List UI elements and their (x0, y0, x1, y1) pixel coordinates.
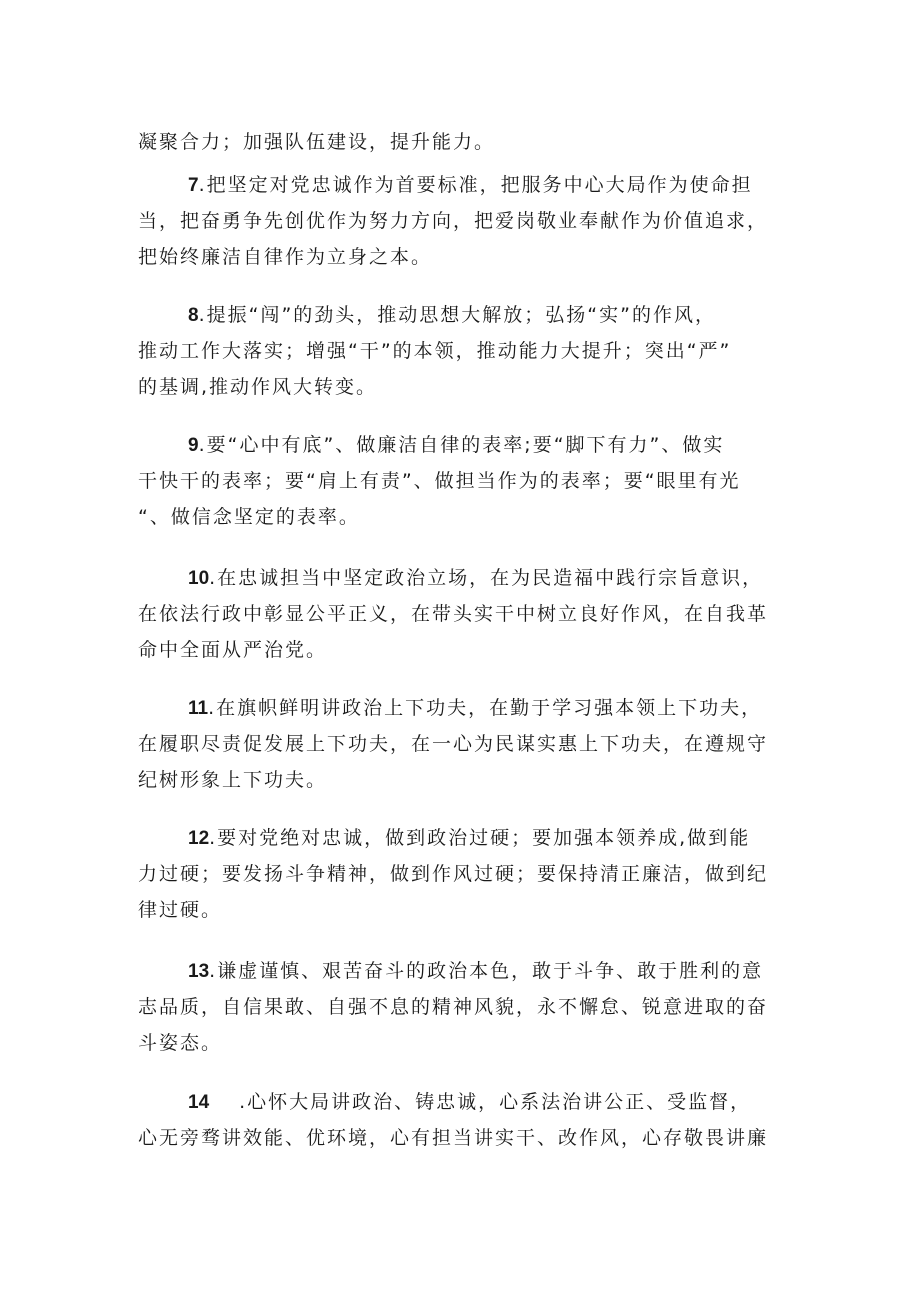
paragraph-continued (138, 124, 798, 160)
paragraph-line: 力过硬；要发扬斗争精神，做到作风过硬；要保持清正廉洁，做到纪 (138, 863, 769, 885)
item-number: 13 (188, 961, 210, 982)
paragraph-line: 的基调,推动作风大转变。 (138, 376, 378, 398)
item-number: 12 (188, 828, 210, 849)
paragraph-14 (138, 1084, 798, 1156)
item-number: 7 (188, 175, 199, 196)
paragraph-8 (138, 297, 798, 405)
paragraph-line: .要对党绝对忠诚，做到政治过硬；要加强本领养成,做到能 (209, 827, 751, 849)
paragraph-line: “、做信念坚定的表率。 (138, 506, 360, 528)
paragraph-line: .在旗帜鲜明讲政治上下功夫，在勤于学习强本领上下功夫， (208, 697, 763, 719)
item-number: 14 (188, 1092, 210, 1113)
paragraph-12 (138, 820, 798, 928)
paragraph-line: 推动工作大落实；增强“干”的本领，推动能力大提升；突出“严” (138, 340, 732, 362)
paragraph-line: .在忠诚担当中坚定政治立场，在为民造福中践行宗旨意识， (209, 567, 764, 589)
paragraph-line: 纪树形象上下功夫。 (138, 769, 328, 791)
item-number: 9 (188, 435, 199, 456)
paragraph-line: 凝聚合力；加强队伍建设，提升能力。 (138, 131, 496, 153)
item-number: 10 (188, 568, 210, 589)
paragraph-10 (138, 560, 798, 668)
paragraph-13 (138, 953, 798, 1061)
paragraph-line: 心无旁骛讲效能、优环境，心有担当讲实干、改作风，心存敬畏讲廉 (138, 1127, 769, 1149)
paragraph-line: 干快干的表率；要“肩上有责”、做担当作为的表率；要“眼里有光 (138, 470, 741, 492)
paragraph-line: 律过硬。 (138, 899, 223, 921)
item-number: 8 (188, 305, 199, 326)
paragraph-line: 志品质，自信果敢、自强不息的精神风貌，永不懈怠、锐意进取的奋 (138, 996, 769, 1018)
item-number: 11 (188, 698, 209, 719)
paragraph-7 (138, 167, 798, 275)
paragraph-line: 命中全面从严治党。 (138, 639, 328, 661)
paragraph-line: 在依法行政中彰显公平正义，在带头实干中树立良好作风，在自我革 (138, 603, 769, 625)
paragraph-line: .把坚定对党忠诚作为首要标准，把服务中心大局作为使命担 (198, 174, 753, 196)
paragraph-line: .谦虚谨慎、艰苦奋斗的政治本色，敢于斗争、敢于胜利的意 (209, 960, 764, 982)
paragraph-9 (138, 427, 798, 535)
paragraph-11 (138, 690, 798, 798)
paragraph-line: .要“心中有底”、做廉洁自律的表率;要“脚下有力”、做实 (198, 434, 725, 456)
paragraph-line: 把始终廉洁自律作为立身之本。 (138, 246, 433, 268)
paragraph-line: 斗姿态。 (138, 1032, 223, 1054)
paragraph-line: .心怀大局讲政治、铸忠诚，心系法治讲公正、受监督， (239, 1091, 752, 1113)
paragraph-line: 在履职尽责促发展上下功夫，在一心为民谋实惠上下功夫，在遵规守 (138, 733, 769, 755)
paragraph-line: 当，把奋勇争先创优作为努力方向，把爱岗敬业奉献作为价值追求， (138, 210, 769, 232)
paragraph-line: .提振“闯”的劲头，推动思想大解放；弘扬“实”的作风， (198, 304, 716, 326)
